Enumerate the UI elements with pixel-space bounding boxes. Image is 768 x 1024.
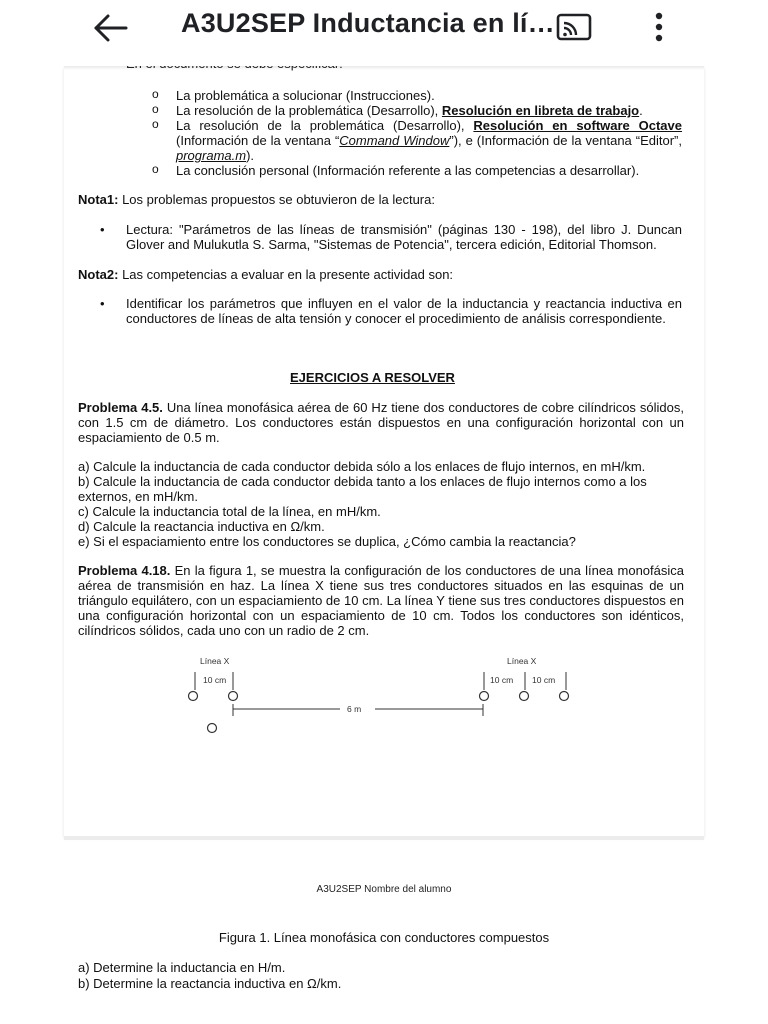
question-b: b) Calcule la inductancia de cada conductor debida tanto a los enlaces de flujo internos como a los externos, en mH/km. bbox=[78, 474, 647, 504]
app-bar bbox=[0, 0, 768, 66]
requirements-list bbox=[150, 88, 682, 178]
question-d: d) Calcule la reactancia inductiva en Ω/km. bbox=[78, 519, 325, 534]
line-label-right: Línea X bbox=[507, 656, 537, 666]
nota1: Nota1: Los problemas propuestos se obtuvieron de la lectura: bbox=[78, 192, 435, 207]
conductor-circle bbox=[208, 724, 217, 733]
circle-bullet-icon: o bbox=[152, 117, 159, 131]
spacing-label: 10 cm bbox=[490, 675, 514, 685]
conductor-circle bbox=[480, 692, 489, 701]
circle-bullet-icon: o bbox=[152, 162, 159, 176]
question-e: e) Si el espaciamiento entre los conductores se duplica, ¿Cómo cambia la reactancia? bbox=[78, 534, 576, 549]
spacing-label: 10 cm bbox=[203, 675, 227, 685]
list-item: o La conclusión personal (Información referente a las competencias a desarrollar). bbox=[152, 162, 640, 178]
question-c: c) Calcule la inductancia total de la línea, en mH/km. bbox=[78, 504, 381, 519]
line-label-left: Línea X bbox=[200, 656, 230, 666]
more-options-icon[interactable] bbox=[648, 8, 670, 48]
distance-label: 6 m bbox=[347, 704, 362, 714]
problem-4-5: Problema 4.5. Una línea monofásica aérea de 60 Hz tiene dos conductores de cobre cilíndricos sólidos, con 1.5 cm de diámetro. Los conductores están dispuestos en una configuración horizontal con un espaciamiento de 0.5 m. bbox=[78, 400, 684, 445]
list-item: o La resolución de la problemática (Desarrollo), Resolución en libreta de trabajo. bbox=[152, 102, 643, 118]
problem-4-18-questions bbox=[78, 960, 341, 992]
conductor-figure bbox=[180, 650, 600, 745]
list-item: o La resolución de la problemática (Desarrollo), Resolución en software Octave (Información de la ventana “Command Window”), e (Información de la ventana “Editor”, programa.m). bbox=[152, 117, 682, 163]
list-item: o La problemática a solucionar (Instrucciones). bbox=[152, 87, 435, 103]
figure-caption: Figura 1. Línea monofásica con conductores compuestos bbox=[218, 930, 550, 945]
circle-bullet-icon: o bbox=[152, 87, 159, 101]
back-arrow-icon[interactable] bbox=[88, 10, 132, 46]
conductor-circle bbox=[189, 692, 198, 701]
nota1-bullet: • Lectura: "Parámetros de las líneas de transmisión" (páginas 130 - 198), del libro J. Duncan Glover and Mulukutla S. Sarma, "Sistemas de Potencia", tercera edición, Editorial Thomson. bbox=[100, 222, 682, 252]
document-title: A3U2SEP Inductancia en lí… bbox=[181, 8, 555, 38]
conductor-diagram bbox=[180, 650, 600, 745]
problem-4-5-questions bbox=[78, 459, 684, 549]
problem-4-18: Problema 4.18. En la figura 1, se muestra la configuración de los conductores de una línea monofásica aérea de transmisión en haz. La línea X tiene sus tres conductores situados en las esquinas de un triángulo equilátero, con un espaciamiento de 10 cm. La línea Y tiene sus tres conductores dispuestos en una configuración horizontal con un espaciamiento de 10 cm. Todos los conductores son idénticos, cilíndricos sólidos, cada uno con un radio de 2 cm. bbox=[78, 563, 684, 638]
page-footer: A3U2SEP Nombre del alumno bbox=[316, 884, 452, 895]
spacing-label: 10 cm bbox=[532, 675, 556, 685]
question-b: b) Determine la reactancia inductiva en Ω/km. bbox=[78, 976, 342, 991]
nota2: Nota2: Las competencias a evaluar en la presente actividad son: bbox=[78, 267, 454, 282]
question-a: a) Determine la inductancia en H/m. bbox=[78, 960, 286, 975]
conductor-circle bbox=[560, 692, 569, 701]
cast-icon[interactable] bbox=[555, 12, 593, 42]
circle-bullet-icon: o bbox=[152, 102, 159, 116]
bullet-dot-icon: • bbox=[100, 296, 105, 311]
bullet-dot-icon: • bbox=[100, 222, 105, 237]
page-divider bbox=[64, 836, 704, 840]
nota2-bullet: • Identificar los parámetros que influyen en el valor de la inductancia y reactancia inductiva en conductores de líneas de alta tensión y conocer el procedimiento de análisis correspondiente. bbox=[100, 296, 682, 326]
conductor-circle bbox=[520, 692, 529, 701]
section-heading: EJERCICIOS A RESOLVER bbox=[290, 370, 455, 385]
question-a: a) Calcule la inductancia de cada conductor debida sólo a los enlaces de flujo internos, en mH/km. bbox=[78, 459, 646, 474]
conductor-circle bbox=[229, 692, 238, 701]
